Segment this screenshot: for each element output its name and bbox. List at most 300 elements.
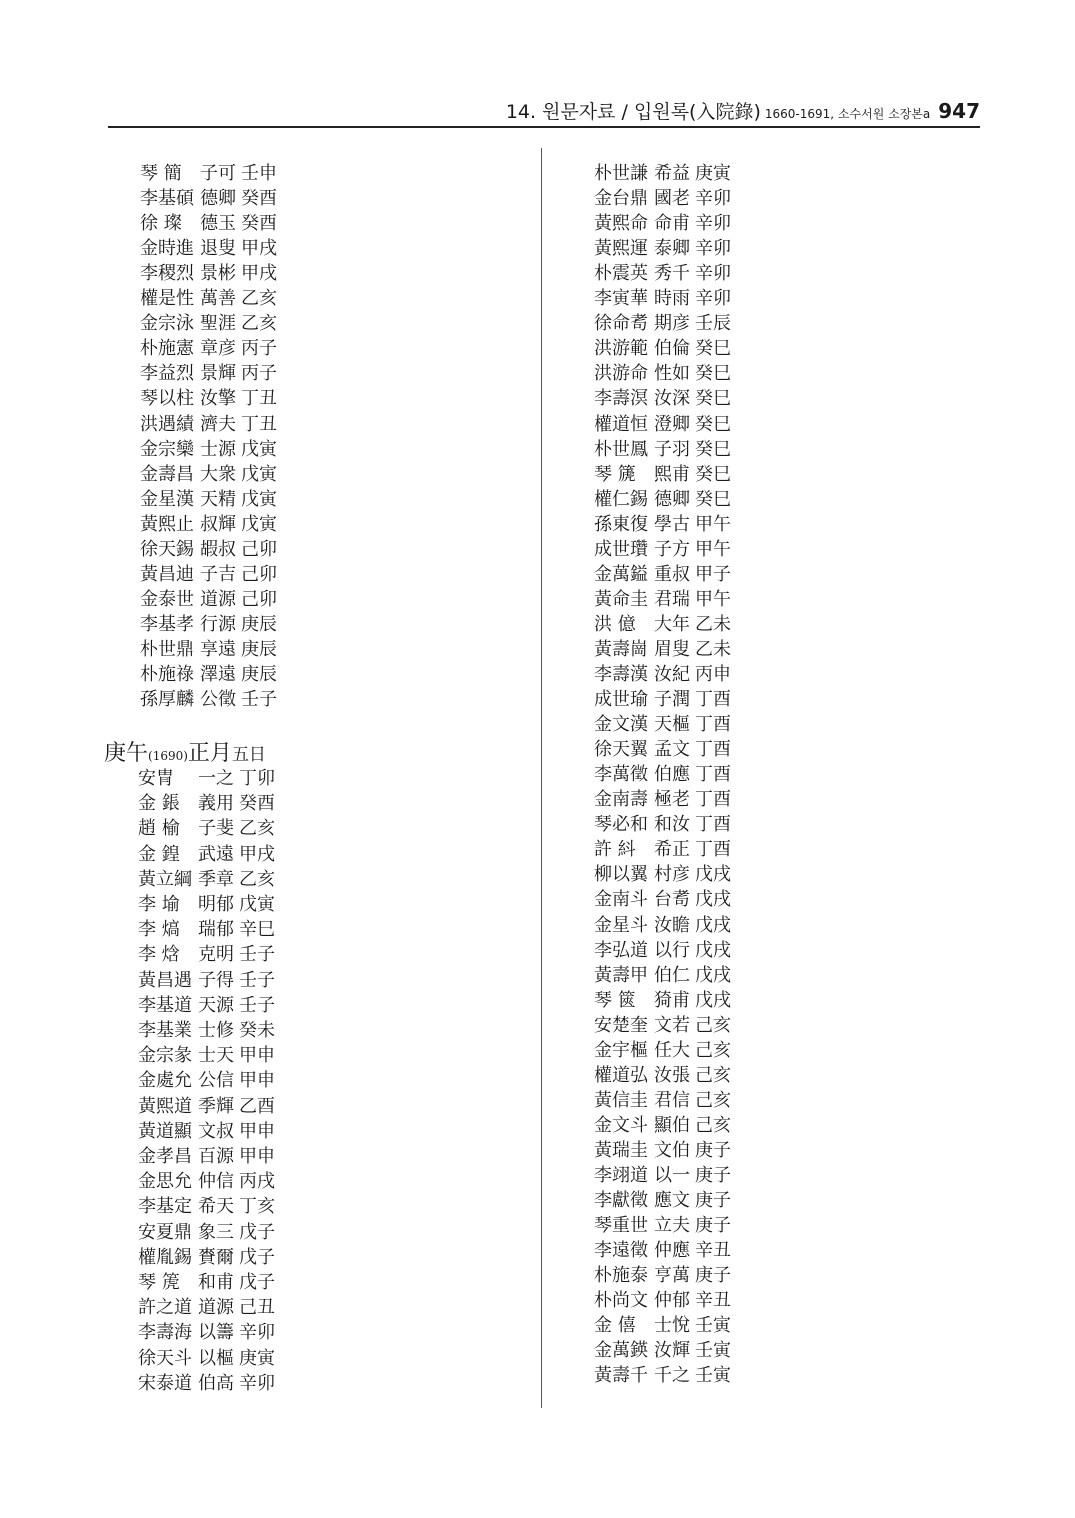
- entry-name: 李弘道: [594, 939, 648, 961]
- entry-courtesy-name: 景彬: [200, 263, 236, 285]
- entry-courtesy-name: 希益: [654, 163, 690, 184]
- entry-name: 朴施泰: [594, 1265, 648, 1287]
- entry-birth-year: 乙亥: [239, 868, 275, 890]
- entry-courtesy-name: 仲郁: [654, 1290, 690, 1312]
- entry-name: 洪游命: [594, 363, 648, 385]
- entry-birth-year: 壬辰: [695, 313, 731, 335]
- entry-birth-year: 丁酉: [695, 714, 731, 736]
- entry-courtesy-name: 道源: [200, 588, 236, 610]
- entry-birth-year: 丁丑: [241, 413, 277, 435]
- entry-birth-year: 丁酉: [695, 789, 731, 811]
- entry-courtesy-name: 立夫: [654, 1215, 690, 1237]
- entry-name: 權道恒: [594, 413, 648, 435]
- entry-name: 金孝昌: [138, 1146, 192, 1167]
- entry-name: 李稷烈: [140, 263, 194, 285]
- entry-birth-year: 辛卯: [695, 263, 731, 285]
- entry-courtesy-name: 秀千: [654, 263, 690, 285]
- entry-name: 李基碩: [140, 188, 194, 210]
- entry-name: 金南斗: [594, 889, 648, 911]
- entry-name: 安楚奎: [594, 1014, 648, 1036]
- entry-birth-year: 丁丑: [241, 388, 277, 410]
- entry-birth-year: 甲午: [695, 538, 731, 560]
- entry-courtesy-name: 重叔: [654, 563, 690, 585]
- entry-courtesy-name: 文若: [654, 1014, 690, 1036]
- entry-name: 徐天斗: [138, 1347, 192, 1369]
- entry-birth-year: 甲申: [239, 1120, 275, 1142]
- entry-courtesy-name: 伯倫: [654, 338, 690, 360]
- entry-name: 許 紏: [594, 839, 636, 861]
- entry-courtesy-name: 以樞: [198, 1347, 234, 1369]
- entry-birth-year: 壬寅: [695, 1365, 731, 1387]
- entry-name: 金 鋹: [138, 793, 180, 815]
- entry-courtesy-name: 大年: [654, 613, 690, 635]
- entry-courtesy-name: 子方: [654, 538, 690, 560]
- entry-birth-year: 乙未: [695, 638, 731, 660]
- entry-birth-year: 癸巳: [695, 488, 731, 510]
- entry-courtesy-name: 公徵: [200, 689, 236, 711]
- entry-courtesy-name: 萬善: [200, 288, 236, 310]
- entry-courtesy-name: 明郁: [198, 894, 234, 915]
- entry-birth-year: 辛卯: [695, 288, 731, 310]
- entry-courtesy-name: 猗甫: [654, 989, 690, 1011]
- entry-courtesy-name: 退叟: [200, 238, 236, 260]
- entry-name: 李基定: [138, 1196, 192, 1218]
- entry-name: 金宇樞: [594, 1039, 648, 1061]
- entry-courtesy-name: 孟文: [654, 739, 690, 761]
- entry-birth-year: 壬寅: [695, 1315, 731, 1337]
- entry-courtesy-name: 性如: [654, 363, 690, 385]
- entry-name: 黃信圭: [594, 1089, 648, 1111]
- entry-name: 徐天錫: [140, 538, 194, 560]
- entry-courtesy-name: 文伯: [654, 1139, 690, 1161]
- entry-courtesy-name: 以一: [654, 1165, 690, 1186]
- entry-courtesy-name: 季輝: [198, 1095, 234, 1117]
- entry-birth-year: 庚子: [695, 1139, 731, 1161]
- entry-birth-year: 丁酉: [695, 739, 731, 761]
- entry-courtesy-name: 賚爾: [198, 1246, 234, 1268]
- entry-birth-year: 乙亥: [239, 818, 275, 840]
- entry-courtesy-name: 嘏叔: [200, 538, 236, 560]
- entry-birth-year: 丁酉: [695, 764, 731, 786]
- entry-courtesy-name: 德玉: [200, 213, 236, 235]
- entry-name: 金 僖: [594, 1315, 636, 1337]
- entry-name: 黃熙運: [594, 238, 648, 260]
- entry-birth-year: 庚子: [695, 1165, 731, 1186]
- entry-name: 安冑: [138, 768, 174, 789]
- entry-birth-year: 甲戌: [241, 263, 277, 285]
- entry-name: 金泰世: [140, 588, 194, 610]
- entry-courtesy-name: 子可: [200, 163, 236, 184]
- entry-name: 黃立綱: [138, 868, 192, 890]
- entry-birth-year: 甲子: [695, 563, 731, 585]
- year-era: 庚午: [104, 741, 149, 766]
- entry-courtesy-name: 仲應: [654, 1240, 690, 1262]
- entry-birth-year: 辛丑: [695, 1290, 731, 1312]
- entry-courtesy-name: 伯應: [654, 764, 690, 786]
- entry-courtesy-name: 武遠: [198, 843, 234, 865]
- entry-courtesy-name: 義用: [198, 793, 234, 815]
- entry-name: 金星斗: [594, 914, 648, 936]
- entry-name: 洪 億: [594, 613, 636, 635]
- entry-name: 洪游範: [594, 338, 648, 360]
- entry-name: 李 熇: [138, 919, 180, 941]
- entry-name: 朴世鼎: [140, 638, 194, 660]
- entry-birth-year: 壬子: [241, 689, 277, 711]
- entry-birth-year: 己亥: [695, 1089, 731, 1111]
- entry-courtesy-name: 公信: [198, 1070, 234, 1092]
- entry-name: 朴施憲: [140, 338, 194, 360]
- page-header: [108, 96, 980, 128]
- entry-name: 朴世鳳: [594, 438, 648, 460]
- entry-courtesy-name: 顯伯: [654, 1114, 690, 1136]
- header-title: 14. 원문자료 / 입원록(入院錄): [505, 101, 761, 123]
- entry-name: 徐天翼: [594, 739, 648, 761]
- entry-name: 黃壽千: [594, 1365, 648, 1387]
- entry-courtesy-name: 百源: [198, 1146, 234, 1167]
- entry-courtesy-name: 汝瞻: [654, 914, 690, 936]
- entry-name: 金時進: [140, 238, 194, 260]
- entry-name: 金星漢: [140, 488, 194, 510]
- entry-name: 朴震英: [594, 263, 648, 285]
- entry-courtesy-name: 村彦: [654, 864, 690, 886]
- entry-name: 金 鍠: [138, 843, 180, 865]
- entry-courtesy-name: 章彦: [200, 338, 236, 360]
- entry-courtesy-name: 澤遠: [200, 664, 236, 685]
- entry-name: 李基道: [138, 994, 192, 1016]
- entry-courtesy-name: 千之: [654, 1365, 690, 1387]
- entry-name: 李基業: [138, 1020, 192, 1041]
- entry-name: 安夏鼎: [138, 1221, 192, 1243]
- year-heading: [104, 741, 266, 769]
- entry-name: 金萬鍈: [594, 1340, 648, 1362]
- entry-courtesy-name: 子吉: [200, 563, 236, 585]
- entry-birth-year: 壬子: [239, 994, 275, 1016]
- entry-name: 徐命耉: [594, 313, 648, 335]
- entry-name: 金萬鎰: [594, 563, 648, 585]
- entry-birth-year: 己卯: [241, 538, 277, 560]
- entry-birth-year: 癸巳: [695, 363, 731, 385]
- entry-birth-year: 壬申: [241, 163, 277, 184]
- year-number: (1690): [148, 749, 188, 763]
- entry-name: 金處允: [138, 1070, 192, 1092]
- entry-name: 權仁錫: [594, 488, 648, 510]
- entry-birth-year: 甲申: [239, 1045, 275, 1067]
- entry-birth-year: 戊戌: [695, 964, 731, 986]
- entry-courtesy-name: 極老: [654, 789, 690, 811]
- entry-courtesy-name: 命甫: [654, 213, 690, 235]
- entry-courtesy-name: 熙甫: [654, 463, 690, 485]
- entry-birth-year: 丁酉: [695, 689, 731, 711]
- entry-name: 成世瓚: [594, 538, 648, 560]
- entry-birth-year: 辛卯: [695, 213, 731, 235]
- entry-courtesy-name: 子得: [198, 969, 234, 991]
- entry-birth-year: 癸酉: [239, 793, 275, 815]
- page-number: 947: [938, 99, 980, 123]
- entry-birth-year: 丙申: [695, 664, 731, 685]
- entry-birth-year: 庚子: [695, 1215, 731, 1237]
- entry-name: 李壽海: [138, 1322, 192, 1344]
- entry-birth-year: 乙亥: [241, 288, 277, 310]
- entry-name: 權胤錫: [138, 1246, 192, 1268]
- entry-birth-year: 乙酉: [239, 1095, 275, 1117]
- entry-birth-year: 己亥: [695, 1064, 731, 1086]
- entry-birth-year: 壬子: [239, 944, 275, 966]
- entry-courtesy-name: 亨萬: [654, 1265, 690, 1287]
- entry-name: 黃命圭: [594, 588, 648, 610]
- entry-name: 黃壽崗: [594, 638, 648, 660]
- entry-name: 琴以柱: [140, 388, 194, 410]
- entry-birth-year: 丁酉: [695, 814, 731, 836]
- header-rule: [108, 126, 980, 128]
- entry-birth-year: 己卯: [241, 563, 277, 585]
- entry-birth-year: 丁亥: [239, 1196, 275, 1218]
- entry-courtesy-name: 士修: [198, 1020, 234, 1041]
- entry-birth-year: 戊戌: [695, 864, 731, 886]
- entry-birth-year: 壬寅: [695, 1340, 731, 1362]
- entry-courtesy-name: 德卿: [654, 488, 690, 510]
- entry-name: 李寅華: [594, 288, 648, 310]
- entry-courtesy-name: 象三: [198, 1221, 234, 1243]
- entry-courtesy-name: 克明: [198, 944, 234, 966]
- entry-name: 黃熙止: [140, 513, 194, 535]
- entry-courtesy-name: 伯高: [198, 1372, 234, 1394]
- entry-courtesy-name: 學古: [654, 513, 690, 535]
- entry-birth-year: 癸巳: [695, 388, 731, 410]
- entry-courtesy-name: 汝紀: [654, 664, 690, 685]
- entry-courtesy-name: 君信: [654, 1089, 690, 1111]
- entry-name: 李翊道: [594, 1165, 648, 1186]
- entry-birth-year: 乙未: [695, 613, 731, 635]
- entry-name: 李遠徵: [594, 1240, 648, 1262]
- entry-courtesy-name: 仲信: [198, 1171, 234, 1193]
- entry-courtesy-name: 天精: [200, 488, 236, 510]
- entry-courtesy-name: 希天: [198, 1196, 234, 1218]
- entry-courtesy-name: 泰卿: [654, 238, 690, 260]
- entry-birth-year: 庚子: [695, 1190, 731, 1212]
- entry-courtesy-name: 道源: [198, 1297, 234, 1319]
- entry-name: 趙 榆: [138, 818, 180, 840]
- entry-courtesy-name: 濟夫: [200, 413, 236, 435]
- entry-birth-year: 庚辰: [241, 613, 277, 635]
- entry-name: 琴 箎: [138, 1272, 180, 1293]
- entry-birth-year: 辛卯: [239, 1322, 275, 1344]
- entry-birth-year: 己亥: [695, 1014, 731, 1036]
- entry-courtesy-name: 享遠: [200, 638, 236, 660]
- entry-courtesy-name: 澄卿: [654, 413, 690, 435]
- entry-birth-year: 己亥: [695, 1114, 731, 1136]
- entry-name: 李獻徵: [594, 1190, 648, 1212]
- entry-birth-year: 甲申: [239, 1070, 275, 1092]
- entry-courtesy-name: 德卿: [200, 188, 236, 210]
- entry-birth-year: 辛卯: [239, 1372, 275, 1394]
- entry-birth-year: 戊寅: [239, 894, 275, 915]
- entry-name: 黃昌遇: [138, 969, 192, 991]
- entry-birth-year: 丙子: [241, 338, 277, 360]
- entry-courtesy-name: 天源: [198, 994, 234, 1016]
- entry-birth-year: 辛巳: [239, 919, 275, 941]
- entry-name: 黃熙命: [594, 213, 648, 235]
- entry-name: 成世瑜: [594, 689, 648, 711]
- entry-courtesy-name: 汝深: [654, 388, 690, 410]
- entry-courtesy-name: 時雨: [654, 288, 690, 310]
- entry-birth-year: 戊子: [239, 1272, 275, 1293]
- entry-birth-year: 戊戌: [695, 939, 731, 961]
- entry-birth-year: 乙亥: [241, 313, 277, 335]
- entry-courtesy-name: 叔輝: [200, 513, 236, 535]
- entry-birth-year: 戊寅: [241, 438, 277, 460]
- entry-birth-year: 癸巳: [695, 463, 731, 485]
- entry-courtesy-name: 季章: [198, 868, 234, 890]
- entry-courtesy-name: 以籌: [198, 1322, 234, 1344]
- column-divider: [541, 148, 542, 1408]
- entry-name: 李萬徵: [594, 764, 648, 786]
- entry-birth-year: 己丑: [239, 1297, 275, 1319]
- entry-birth-year: 丙子: [241, 363, 277, 385]
- entry-birth-year: 辛卯: [695, 188, 731, 210]
- header-range: 1660-1691, 소수서원 소장본a: [764, 107, 931, 121]
- entry-birth-year: 甲午: [695, 588, 731, 610]
- entry-courtesy-name: 君瑞: [654, 588, 690, 610]
- entry-courtesy-name: 和甫: [198, 1272, 234, 1293]
- entry-name: 李益烈: [140, 363, 194, 385]
- entry-birth-year: 丁酉: [695, 839, 731, 861]
- entry-courtesy-name: 汝輝: [654, 1340, 690, 1362]
- entry-name: 孫東復: [594, 513, 648, 535]
- entry-birth-year: 辛丑: [695, 1240, 731, 1262]
- entry-courtesy-name: 行源: [200, 613, 236, 635]
- entry-birth-year: 戊寅: [241, 513, 277, 535]
- entry-name: 朴尚文: [594, 1290, 648, 1312]
- entry-name: 朴世謙: [594, 163, 648, 184]
- entry-courtesy-name: 瑞郁: [198, 919, 234, 941]
- entry-courtesy-name: 聖涯: [200, 313, 236, 335]
- entry-name: 李 堬: [138, 894, 180, 915]
- entry-courtesy-name: 台耉: [654, 889, 690, 911]
- entry-birth-year: 戊子: [239, 1246, 275, 1268]
- entry-birth-year: 辛卯: [695, 238, 731, 260]
- header-text: [506, 97, 980, 124]
- entry-courtesy-name: 任大: [654, 1039, 690, 1061]
- entry-birth-year: 庚寅: [695, 163, 731, 184]
- entry-courtesy-name: 子羽: [654, 438, 690, 460]
- entry-courtesy-name: 天樞: [654, 714, 690, 736]
- entry-name: 權道弘: [594, 1064, 648, 1086]
- entry-name: 宋泰道: [138, 1372, 192, 1394]
- entry-birth-year: 甲午: [695, 513, 731, 535]
- entry-name: 金台鼎: [594, 188, 648, 210]
- entry-name: 李 焓: [138, 944, 180, 966]
- entry-birth-year: 壬子: [239, 969, 275, 991]
- entry-name: 李壽溟: [594, 388, 648, 410]
- entry-courtesy-name: 文叔: [198, 1120, 234, 1142]
- entry-name: 黃昌迪: [140, 563, 194, 585]
- entry-birth-year: 庚寅: [239, 1347, 275, 1369]
- year-month: 正月: [187, 741, 232, 766]
- entry-birth-year: 己亥: [695, 1039, 731, 1061]
- entry-courtesy-name: 子潤: [654, 689, 690, 711]
- entry-name: 黃壽甲: [594, 964, 648, 986]
- entry-courtesy-name: 士天: [198, 1045, 234, 1067]
- year-note: 五日: [231, 745, 266, 765]
- entry-birth-year: 癸巳: [695, 438, 731, 460]
- entry-courtesy-name: 應文: [654, 1190, 690, 1212]
- entry-courtesy-name: 景輝: [200, 363, 236, 385]
- entry-name: 琴 篪: [594, 463, 636, 485]
- entry-name: 金思允: [138, 1171, 192, 1193]
- entry-courtesy-name: 汝擎: [200, 388, 236, 410]
- entry-birth-year: 丙戌: [239, 1171, 275, 1193]
- entry-courtesy-name: 和汝: [654, 814, 690, 836]
- entry-birth-year: 庚辰: [241, 638, 277, 660]
- entry-name: 金南壽: [594, 789, 648, 811]
- entry-name: 金文漢: [594, 714, 648, 736]
- entry-courtesy-name: 以行: [654, 939, 690, 961]
- entry-courtesy-name: 伯仁: [654, 964, 690, 986]
- entry-courtesy-name: 汝張: [654, 1064, 690, 1086]
- entry-birth-year: 甲戌: [239, 843, 275, 865]
- entry-birth-year: 戊子: [239, 1221, 275, 1243]
- entry-name: 金文斗: [594, 1114, 648, 1136]
- entry-birth-year: 庚子: [695, 1265, 731, 1287]
- entry-birth-year: 庚辰: [241, 664, 277, 685]
- entry-birth-year: 癸酉: [241, 213, 277, 235]
- entry-name: 黃瑞圭: [594, 1139, 648, 1161]
- entry-birth-year: 癸巳: [695, 338, 731, 360]
- entry-birth-year: 甲申: [239, 1146, 275, 1167]
- entry-name: 金宗欒: [140, 438, 194, 460]
- entry-courtesy-name: 國老: [654, 188, 690, 210]
- entry-name: 柳以翼: [594, 864, 648, 886]
- entry-birth-year: 己卯: [241, 588, 277, 610]
- entry-name: 黃道顯: [138, 1120, 192, 1142]
- entry-name: 徐 璨: [140, 213, 182, 235]
- entry-courtesy-name: 子斐: [198, 818, 234, 840]
- entry-name: 琴 篋: [594, 989, 636, 1011]
- entry-courtesy-name: 士悅: [654, 1315, 690, 1337]
- entry-birth-year: 癸酉: [241, 188, 277, 210]
- entry-courtesy-name: 士源: [200, 438, 236, 460]
- entry-birth-year: 戊戌: [695, 914, 731, 936]
- entry-courtesy-name: 期彦: [654, 313, 690, 335]
- entry-name: 朴施祿: [140, 664, 194, 685]
- entry-birth-year: 甲戌: [241, 238, 277, 260]
- entry-name: 金宗泳: [140, 313, 194, 335]
- entry-birth-year: 癸巳: [695, 413, 731, 435]
- entry-birth-year: 戊戌: [695, 889, 731, 911]
- entry-courtesy-name: 大衆: [200, 463, 236, 485]
- entry-name: 洪遇績: [140, 413, 194, 435]
- entry-name: 李基孝: [140, 613, 194, 635]
- entry-name: 孫厚麟: [140, 689, 194, 711]
- entry-birth-year: 戊寅: [241, 488, 277, 510]
- entry-birth-year: 癸未: [239, 1020, 275, 1041]
- entry-birth-year: 戊寅: [241, 463, 277, 485]
- entry-name: 金宗彖: [138, 1045, 192, 1067]
- entry-courtesy-name: 希正: [654, 839, 690, 861]
- entry-birth-year: 戊戌: [695, 989, 731, 1011]
- entry-courtesy-name: 眉叟: [654, 638, 690, 660]
- entry-name: 琴 簡: [140, 163, 182, 184]
- entry-name: 黃熙道: [138, 1095, 192, 1117]
- entry-name: 許之道: [138, 1297, 192, 1319]
- entry-courtesy-name: 一之: [198, 768, 234, 789]
- entry-name: 金壽昌: [140, 463, 194, 485]
- entry-name: 琴必和: [594, 814, 648, 836]
- entry-name: 權是性: [140, 288, 194, 310]
- entry-birth-year: 丁卯: [239, 768, 275, 789]
- entry-name: 李壽漢: [594, 664, 648, 685]
- entry-name: 琴重世: [594, 1215, 648, 1237]
